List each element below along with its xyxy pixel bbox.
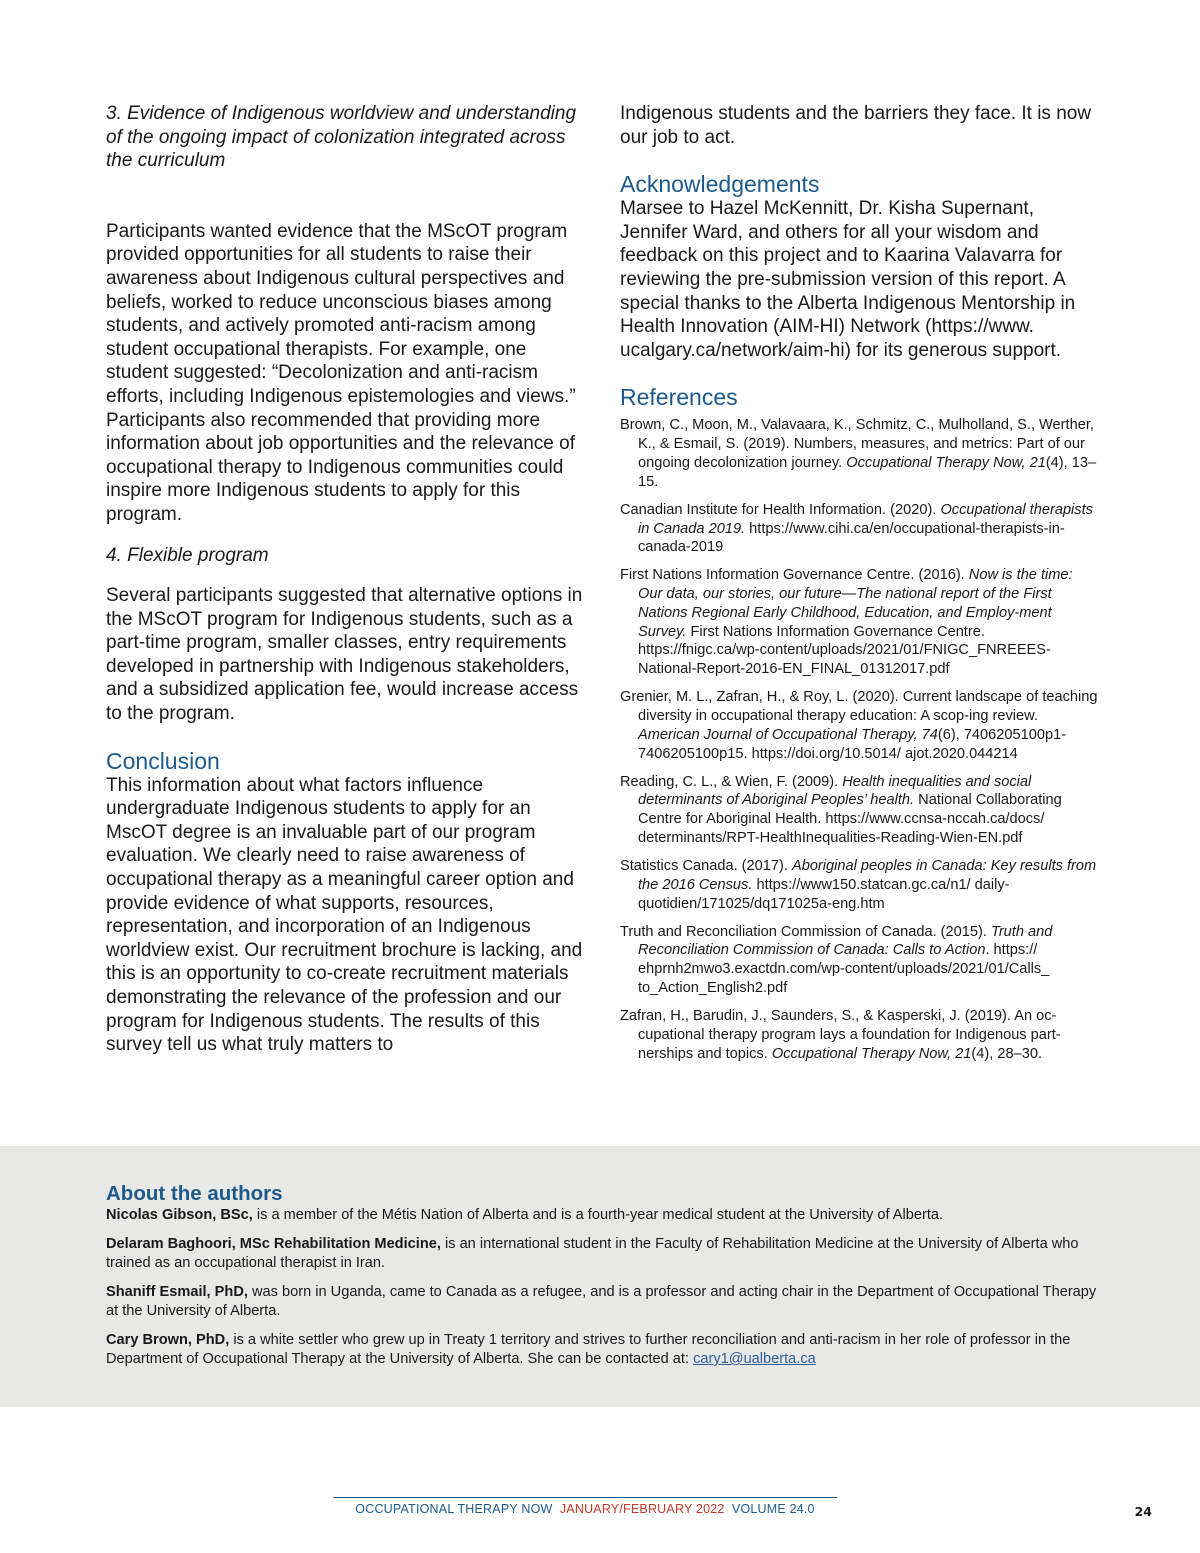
- reference-source: Truth and Reconciliation Commission of Canada: Calls to Action: [638, 923, 1053, 959]
- reference-item: [620, 923, 1098, 998]
- item3-body: Participants wanted evidence that the MScOT program provided opportunities for all students to raise their awareness about Indigenous cultural perspectives and beliefs, worked to reduce unconscious biases among students, and actively promoted anti-racism among student occupational therapists. For example, one student suggested: “Decolonization and anti-racism efforts, including Indigenous epistemologies and views.” Participants also recommended that providing more information about job opportunities and the relevance of occupational therapy to Indigenous communities could inspire more Indigenous students to apply for this program.: [106, 220, 576, 525]
- item4-body: Several participants suggested that alternative options in the MScOT program for Indigenous students, such as a part-time program, smaller classes, entry requirements developed in partnership with Indigenous stakeholders, and a subsidized application fee, would increase access to the program.: [106, 585, 583, 725]
- reference-text: Canadian Institute for Health Information. (2020).: [620, 501, 941, 518]
- reference-text: Truth and Reconciliation Commission of Canada. (2015).: [620, 923, 991, 940]
- issue-date: JANUARY/FEBRUARY 2022: [559, 1502, 725, 1516]
- issue-volume: VOLUME 24.0: [731, 1502, 815, 1516]
- reference-text: Reading, C. L., & Wien, F. (2009).: [620, 773, 843, 790]
- reference-source: Now is the time: Our data, our stories, our future—The national report of the First Nations Regional Early Childhood, Education, and Employ-ment Survey.: [638, 567, 1073, 640]
- reference-item: [620, 857, 1098, 913]
- item4-title: 4. Flexible program: [106, 544, 269, 566]
- journal-footer: [333, 1502, 837, 1517]
- reference-source: Occupational Therapy Now, 21: [771, 1045, 972, 1062]
- reference-details: . https:// ehprnh2mwo3.exactdn.com/wp-content/uploads/2021/01/Calls_ to_Action_English2.pdf: [638, 942, 1050, 996]
- reference-details: (4), 28–30.: [971, 1045, 1043, 1062]
- page-number: 24: [1134, 1504, 1152, 1519]
- reference-source: Occupational therapists in Canada 2019.: [638, 501, 1093, 537]
- author-name: Delaram Baghoori, MSc Rehabilitation Medicine,: [106, 1235, 441, 1252]
- reference-details: https://www150.statcan.gc.ca/n1/ daily-quotidien/171025/dq171025a-eng.htm: [638, 876, 1010, 912]
- references-list: [620, 416, 1098, 1063]
- footer-divider: [333, 1497, 837, 1498]
- continuation-text: Indigenous students and the barriers they face. It is now our job to act.: [620, 103, 1092, 148]
- acknowledgements-heading: Acknowledgements: [620, 171, 820, 198]
- conclusion-body: This information about what factors influence undergraduate Indigenous students to apply for an MscOT degree is an invaluable part of our program evaluation. We clearly need to raise awareness of occupational therapy as a meaningful career option and provide evidence of what supports, resources, representation, and incorporation of an Indigenous worldview exist. Our recruitment brochure is lacking, and this is an opportunity to co-create recruitment materials demonstrating the relevance of the profession and our program for Indigenous students. The results of this survey tell us what truly matters to: [106, 774, 583, 1056]
- author-description: is a white settler who grew up in Treaty 1 territory and strives to further reconciliation and anti-racism in her role of professor in the Department of Occupational Therapy at the University of Alberta. She can be contacted at:: [106, 1331, 1071, 1367]
- about-authors-content: [106, 1182, 1106, 1379]
- right-column: [620, 102, 1098, 1073]
- reference-details: https://www.cihi.ca/en/occupational-therapists-in-canada-2019: [638, 520, 1065, 556]
- reference-text: Zafran, H., Barudin, J., Saunders, S., & Kasperski, J. (2019). An oc-cupational therapy program lays a foundation for Indigenous part-nerships and topics.: [620, 1007, 1061, 1062]
- reference-text: Grenier, M. L., Zafran, H., & Roy, L. (2020). Current landscape of teaching diversity in occupational therapy education: A scop-ing review.: [620, 689, 1098, 725]
- reference-item: [620, 501, 1098, 557]
- author-name: Nicolas Gibson, BSc,: [106, 1207, 253, 1223]
- author-bio: [106, 1283, 1106, 1322]
- author-email-link[interactable]: cary1@ualberta.ca: [693, 1351, 816, 1367]
- reference-item: [620, 773, 1098, 848]
- reference-source: Occupational Therapy Now, 21: [846, 454, 1046, 471]
- conclusion-heading: Conclusion: [106, 747, 220, 774]
- author-bio: [106, 1331, 1106, 1370]
- journal-name: OCCUPATIONAL THERAPY NOW: [355, 1502, 553, 1516]
- reference-text: Statistics Canada. (2017).: [620, 858, 792, 875]
- reference-item: [620, 566, 1098, 679]
- author-bio: [106, 1235, 1106, 1274]
- reference-details: First Nations Information Governance Centre. https://fnigc.ca/wp-content/uploads/2021/01/FNIGC_FNREEES-National-Report-2016-EN_FINAL_01312017.pdf: [638, 623, 1051, 678]
- reference-source: Aboriginal peoples in Canada: Key results from the 2016 Census.: [638, 858, 1097, 893]
- author-name: Shaniff Esmail, PhD,: [106, 1283, 248, 1300]
- author-description: is an international student in the Faculty of Rehabilitation Medicine at the University of Alberta who trained as an occupational therapist in Iran.: [106, 1235, 1079, 1271]
- author-bio: [106, 1206, 1106, 1226]
- reference-text: First Nations Information Governance Centre. (2016).: [620, 567, 969, 584]
- author-name: Cary Brown, PhD,: [106, 1331, 230, 1348]
- reference-source: Health inequalities and social determinants of Aboriginal Peoples’ health.: [638, 773, 1032, 809]
- acknowledgements-body: Marsee to Hazel McKennitt, Dr. Kisha Supernant, Jennifer Ward, and others for all your wisdom and feedback on this project and to Kaarina Valavarra for reviewing the pre-submission version of this report. A special thanks to the Alberta Indigenous Mentorship in Health Innovation (AIM-HI) Network (https://www. ucalgary.ca/network/aim-hi) for its generous support.: [620, 198, 1076, 361]
- reference-text: Brown, C., Moon, M., Valavaara, K., Schmitz, C., Mulholland, S., Werther, K., & Esmail, S. (2019). Numbers, measures, and metrics: Part of our ongoing decolonization journey.: [620, 417, 1094, 471]
- reference-item: [620, 1007, 1098, 1063]
- reference-details: National Collaborating Centre for Aboriginal Health. https://www.ccnsa-nccah.ca/docs/ determinants/RPT-HealthInequalities-Reading-Wien-EN.pdf: [638, 792, 1062, 847]
- reference-details: (6), 7406205100p1-7406205100p15. https://doi.org/10.5014/ ajot.2020.044214: [638, 726, 1067, 762]
- left-column: [106, 102, 584, 1057]
- about-authors-heading: About the authors: [106, 1182, 283, 1205]
- references-heading: References: [620, 384, 738, 411]
- reference-item: [620, 688, 1098, 763]
- reference-source: American Journal of Occupational Therapy, 74: [638, 726, 938, 743]
- author-description: was born in Uganda, came to Canada as a refugee, and is a professor and acting chair in the Department of Occupational Therapy at the University of Alberta.: [106, 1283, 1097, 1319]
- reference-item: [620, 416, 1098, 491]
- item3-title: 3. Evidence of Indigenous worldview and understanding of the ongoing impact of colonization integrated across the curriculum: [106, 103, 577, 172]
- about-authors-box: [0, 1146, 1200, 1407]
- author-description: is a member of the Métis Nation of Alberta and is a fourth-year medical student at the University of Alberta.: [252, 1207, 944, 1223]
- reference-details: (4), 13–15.: [638, 454, 1097, 490]
